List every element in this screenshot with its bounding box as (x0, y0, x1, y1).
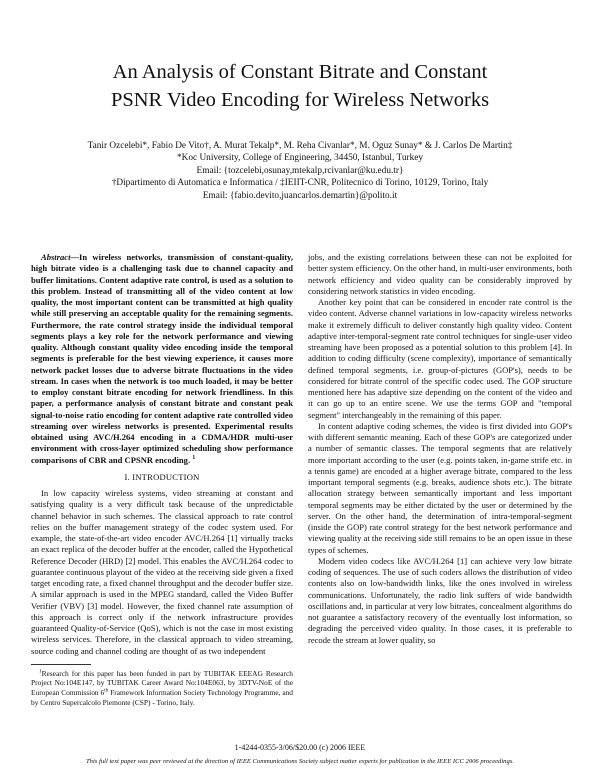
intro-paragraph-3: Another key point that can be considered in encoder rate control is the video content. Adverse channel variations in low-capacity wireless networks make it extremely difficult to deliver constantly high quality video. Content adaptive inter-temporal-segment rate control techniques for single-user video streaming have been proposed as a potential solution to this problem [4]. In addition to coding difficulty (scene complexity), importance of semantically defined temporal segments, i.e. group-of-pictures (GOP's), needs to be considered for bitrate control of the specific codec used. The GOP structure mentioned here has adaptive size depending on the content of the video and it can go up to an entire scene. We use the terms GOP and "temporal segment" interchangeably in the remaining of this paper. (308, 297, 572, 420)
review-note: This full text paper was peer reviewed at the direction of IEEE Communications Society subject matter experts for publication in the IEEE ICC 2006 proceedings. (86, 758, 514, 765)
section-rest: NTRODUCTION (135, 471, 200, 482)
abstract-text: —In wireless networks, transmission of constant-quality, high bitrate video is a challenging task due to channel capacity and buffer limitations. Content adaptive rate control, is used as a solution to this problem. Instead of transmitting all of the video content at low quality, the most important content can be transmitted at high quality while still preserving an acceptable quality for the remaining segments. Furthermore, the rate control strategy inside the individual temporal segments plays a key role for the network performance and viewing quality. Although constant quality video encoding inside the temporal segments is preferable for the best viewing experience, it causes more network packet losses due to adverse bitrate fluctuations in the video stream. In cases when the network is too much loaded, it may be better to employ constant bitrate encoding for network friendliness. In this paper, a performance analysis of constant bitrate and constant peak signal-to-noise ratio encoding for content adaptive rate controlled video streaming over wireless networks is presented. Experimental results obtained using AVC/H.264 encoding in a CDMA/HDR multi-user environment with cross-layer optimized scheduling show performance comparisons of CBR and CPSNR encoding. (31, 252, 293, 465)
footnote-divider (31, 664, 91, 665)
email-polito: Email: {fabio.devito,juancarlos.demartin}@polito.it (202, 190, 398, 201)
abstract (31, 252, 293, 466)
footnote-mark: 1 (39, 668, 42, 675)
paper-title (30, 58, 570, 114)
email-koc: Email: {tozcelebi,osunay,mtekalp,rcivanlar@ku.edu.tr} (196, 165, 404, 176)
footnote-text: Research for this paper has been funded in part by TUBITAK EEEAG Research Project No:104E147, by TUBITAK Career Award No:104E063, by 3DTV-NoE of the European Commission 6 (31, 668, 293, 697)
section-first-letter: I (132, 471, 136, 482)
footnote-sup: th (104, 687, 109, 694)
left-column (31, 252, 293, 707)
abstract-lead: Abstract (41, 252, 71, 262)
abstract-footnote-mark: 1 (192, 454, 196, 461)
affiliation-polito: †Dipartimento di Automatica e Informatica / ‡IEIIT-CNR, Politecnico di Torino, 10129, Torino, Italy (111, 178, 489, 189)
intro-paragraph-4: In content adaptive coding schemes, the video is first divided into GOP's with different semantic meaning. Each of these GOP's are categorized under a number of semantic classes. The temporal segments that are relatively more important according to the user (e.g. points taken, in-game strife etc. in a tennis game) are encoded at a higher average bitrate, compared to the less important temporal segments (e.g. breaks, audience shots etc.). The bitrate allocation strategy between semantically important and less important temporal segments may be either dictated by the user or determined by the server. On the other hand, the determination of intra-temporal-segment (inside the GOP) rate control strategy for the best network performance and viewing quality at the receiving side still remains to be an open issue in these types of schemes. (308, 420, 572, 555)
right-column (308, 252, 572, 646)
title-line-2: PSNR Video Encoding for Wireless Networks (110, 89, 490, 111)
author-names: Tanir Ozcelebi*, Fabio De Vito†, A. Murat Tekalp*, M. Reha Civanlar*, M. Oguz Sunay* & J. Carlos De Martin‡ (87, 141, 513, 151)
title-line-1: An Analysis of Constant Bitrate and Constant (112, 61, 488, 83)
affiliation-koc: *Koc University, College of Engineering, 34450, Istanbul, Turkey (177, 153, 423, 164)
footnote (31, 669, 293, 707)
intro-paragraph-1: In low capacity wireless systems, video streaming at constant and satisfying quality is a very difficult task because of the unpredictable channel behavior in such schemes. The classical approach to rate control relies on the buffer management strategy of the codec system used. For example, the state-of-the-art video encoder AVC/H.264 [1] virtually tracks an exact replica of the decoder buffer at the encoder, called the Hypothetical Reference Decoder (HRD) [2] model. This enables the AVC/H.264 codec to guarantee continuous playout of the video at the receiving side given a fixed target encoding rate, a fixed channel throughput and the decoder buffer size. A similar approach is used in the MPEG standard, called the Video Buffer Verifier (VBV) [3] model. However, the fixed channel rate assumption of this approach is correct only if the network infrastructure provides guaranteed Quality-of-Service (QoS), which is not the case in most existing wireless services. Therefore, in the classical approach to video streaming, source coding and channel coding are thought of as two independent (31, 488, 293, 656)
intro-paragraph-5: Modern video codecs like AVC/H.264 [1] can achieve very low bitrate coding of sequences. The use of such coders allows the distribution of video contents also on low-bandwidth links, like the ones involved in wireless communications. Unfortunately, the radio link suffers of wide bandwidth oscillations and, in particular at very low bitrates, concealment algorithms do not guarantee a satisfactory recovery of the eventually lost information, so degrading the perceived video quality. In those cases, it is preferable to recode the stream at lower quality, so (308, 555, 572, 645)
intro-paragraph-2: jobs, and the existing correlations between these can not be exploited for better system efficiency. On the other hand, in multi-user environments, both network efficiency and video quality can be considerably improved by considering network statistics in video encoding. (308, 252, 572, 296)
section-numeral: I. (124, 471, 133, 482)
footnote-text-2: Framework Information Society Technology Programme, and by Centro Supercalcolo Piemonte (CSP) - Torino, Italy. (31, 687, 293, 707)
copyright-id: 1-4244-0355-3/06/$20.00 (c) 2006 IEEE (234, 743, 366, 752)
section-heading-introduction (31, 472, 293, 483)
author-block (20, 140, 580, 202)
